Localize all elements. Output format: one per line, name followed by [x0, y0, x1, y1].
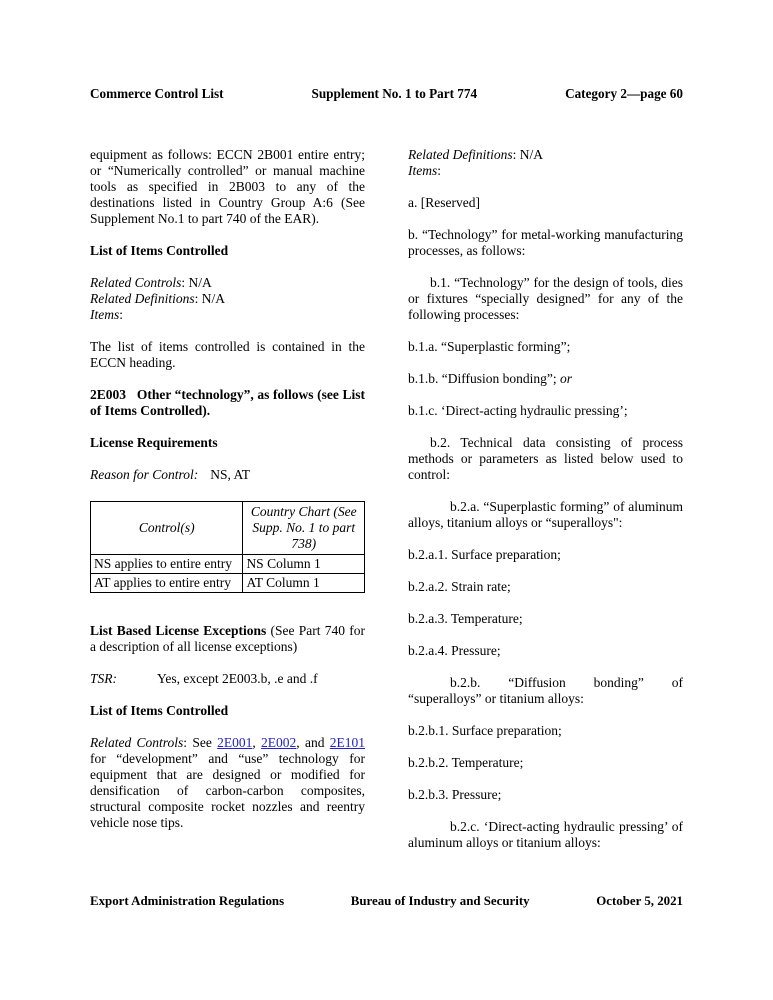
eccn-2e003-heading: 2E003 Other “technology”, as follows (see List of Items Controlled). — [90, 387, 365, 418]
control-table-row-ns — [91, 555, 365, 574]
item-b2a1: b.2.a.1. Surface preparation; — [408, 547, 561, 562]
related-controls-paragraph — [90, 735, 365, 831]
table-cell-ns-column: NS Column 1 — [243, 555, 365, 574]
item-b2a4: b.2.a.4. Pressure; — [408, 643, 501, 658]
license-requirements-heading: License Requirements — [90, 435, 218, 450]
item-b2a: b.2.a. “Superplastic forming” of aluminum alloys, titanium alloys or “superalloys": — [408, 499, 683, 530]
item-b: b. “Technology” for metal-working manufacturing processes, as follows: — [408, 227, 683, 258]
table-header-cell-country-chart: Country Chart (See Supp. No. 1 to part 738) — [243, 502, 365, 555]
items-label-right: Items — [408, 163, 438, 178]
license-exceptions-note: (See Part 740 for a description of all license exceptions) — [90, 623, 365, 654]
license-exceptions-heading: List Based License Exceptions — [90, 623, 267, 638]
control-table — [90, 501, 365, 593]
heading-list-of-items-controlled-1: List of Items Controlled — [90, 243, 229, 258]
table-cell-at-column: AT Column 1 — [243, 574, 365, 593]
continuation-paragraph: equipment as follows: ECCN 2B001 entire entry; or “Numerically controlled” or manual machine tools as specified in 2B003 to any of the destinations listed in Country Group A:6 (See Supplement No.1 to part 740 of the EAR). — [90, 147, 365, 226]
item-b2a2: b.2.a.2. Strain rate; — [408, 579, 511, 594]
related-definitions-label-right: Related Definitions — [408, 147, 513, 162]
related-controls-2-sep1: , — [252, 735, 262, 750]
two-column-body — [90, 147, 683, 867]
eccn-link-2e001[interactable]: 2E001 — [217, 735, 253, 750]
related-controls-label: Related Controls — [90, 275, 182, 290]
related-controls-line — [90, 275, 365, 291]
related-controls-2-pre: : See — [183, 735, 218, 750]
related-definitions-line — [90, 291, 365, 307]
item-b1b — [408, 371, 683, 387]
items-colon: : — [119, 307, 124, 322]
related-controls-2-label: Related Controls — [90, 735, 184, 750]
footer-left-title: Export Administration Regulations — [90, 894, 285, 908]
related-controls-2-sep2: , and — [296, 735, 330, 750]
item-b2b: b.2.b. “Diffusion bonding” of “superalloys” or titanium alloys: — [408, 675, 683, 706]
header-page-number: Category 2—page 60 — [565, 86, 683, 101]
item-b1a: b.1.a. “Superplastic forming”; — [408, 339, 571, 354]
heading-list-of-items-controlled-2: List of Items Controlled — [90, 703, 229, 718]
reason-for-control-line — [90, 467, 365, 483]
tsr-line — [90, 671, 365, 687]
footer-center-title: Bureau of Industry and Security — [350, 894, 530, 908]
related-controls-value: : N/A — [181, 275, 212, 290]
header-center-title: Supplement No. 1 to Part 774 — [311, 86, 478, 101]
item-b2c: b.2.c. ‘Direct-acting hydraulic pressing’ of aluminum alloys or titanium alloys: — [408, 819, 683, 850]
items-label: Items — [90, 307, 120, 322]
table-cell-at-control: AT applies to entire entry — [91, 574, 243, 593]
table-header-cell-controls: Control(s) — [91, 502, 243, 555]
item-b1b-or: or — [560, 371, 573, 386]
related-definitions-value: : N/A — [194, 291, 225, 306]
item-b2b1: b.2.b.1. Surface preparation; — [408, 723, 562, 738]
page-header — [90, 86, 683, 101]
eccn-link-2e002[interactable]: 2E002 — [261, 735, 297, 750]
item-b1c: b.1.c. ‘Direct-acting hydraulic pressing’; — [408, 403, 628, 418]
reason-for-control-label: Reason for Control: — [90, 467, 199, 482]
item-b1b-text: b.1.b. “Diffusion bonding”; — [408, 371, 560, 386]
related-controls-2-rest: for “development” and “use” technology for equipment that are designed or modified for densification of carbon-carbon composites, structural composite rocket nozzles and reentry vehicle nose tips. — [90, 751, 365, 830]
item-b1: b.1. “Technology” for the design of tools, dies or fixtures “specially designed” for any of the following processes: — [408, 275, 683, 322]
items-line-right — [408, 163, 683, 179]
item-b2a3: b.2.a.3. Temperature; — [408, 611, 523, 626]
items-note-paragraph: The list of items controlled is contained in the ECCN heading. — [90, 339, 365, 370]
item-b2b3: b.2.b.3. Pressure; — [408, 787, 502, 802]
table-cell-ns-control: NS applies to entire entry — [91, 555, 243, 574]
right-column — [408, 147, 683, 867]
related-info-block-2 — [408, 147, 683, 179]
related-definitions-value-right: : N/A — [512, 147, 543, 162]
items-line — [90, 307, 365, 323]
left-column — [90, 147, 365, 867]
reason-for-control-value: NS, AT — [210, 467, 251, 482]
item-a-reserved: a. [Reserved] — [408, 195, 480, 210]
items-colon-right: : — [437, 163, 442, 178]
control-table-row-at — [91, 574, 365, 593]
related-definitions-line-right — [408, 147, 683, 163]
eccn-link-2e101[interactable]: 2E101 — [329, 735, 365, 750]
page-footer — [90, 894, 683, 909]
header-left-title: Commerce Control List — [90, 86, 224, 101]
control-table-header-row — [91, 502, 365, 555]
license-exceptions-paragraph — [90, 623, 365, 655]
item-b2b2: b.2.b.2. Temperature; — [408, 755, 524, 770]
tsr-value: Yes, except 2E003.b, .e and .f — [157, 671, 318, 686]
item-b2: b.2. Technical data consisting of process methods or parameters as listed below used to control: — [408, 435, 683, 482]
related-definitions-label: Related Definitions — [90, 291, 195, 306]
tsr-label: TSR: — [90, 671, 117, 686]
related-info-block-1 — [90, 275, 365, 323]
footer-date: October 5, 2021 — [596, 894, 683, 908]
